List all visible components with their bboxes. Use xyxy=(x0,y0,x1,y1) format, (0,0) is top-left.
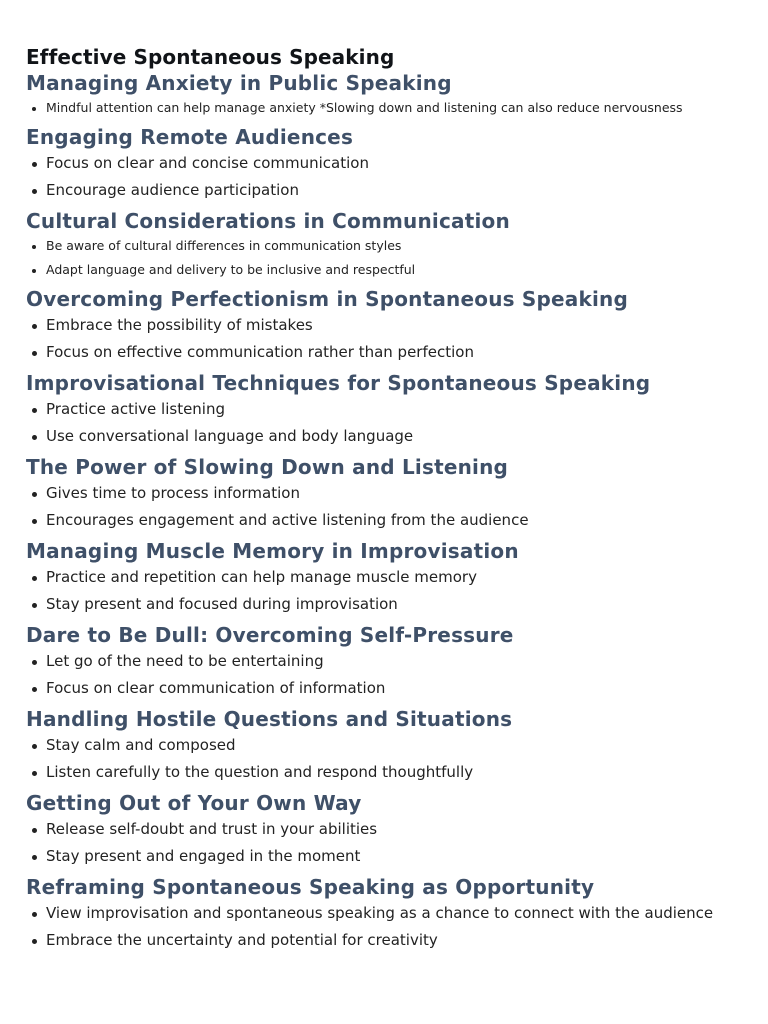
list-item: Focus on clear and concise communication xyxy=(26,150,742,177)
section-heading: Dare to Be Dull: Overcoming Self-Pressure xyxy=(26,623,514,647)
bullet-list xyxy=(26,816,742,870)
bullet-list xyxy=(26,480,742,534)
section-heading: Reframing Spontaneous Speaking as Opportunity xyxy=(26,875,595,899)
list-item: Be aware of cultural differences in communication styles xyxy=(26,234,742,258)
list-item: Focus on clear communication of information xyxy=(26,675,742,702)
bullet-list xyxy=(26,732,742,786)
section-heading: Handling Hostile Questions and Situations xyxy=(26,707,513,731)
bullet-list xyxy=(26,150,742,204)
list-item: Encourage audience participation xyxy=(26,177,742,204)
list-item: Release self-doubt and trust in your abilities xyxy=(26,816,742,843)
section-managing-anxiety xyxy=(26,70,742,120)
list-item: Let go of the need to be entertaining xyxy=(26,648,742,675)
list-item: Stay calm and composed xyxy=(26,732,742,759)
list-item: Listen carefully to the question and respond thoughtfully xyxy=(26,759,742,786)
section-heading: Engaging Remote Audiences xyxy=(26,125,354,149)
list-item: Gives time to process information xyxy=(26,480,742,507)
list-item: View improvisation and spontaneous speaking as a chance to connect with the audience xyxy=(26,900,742,927)
list-item: Mindful attention can help manage anxiety *Slowing down and listening can also reduce nervousness xyxy=(26,96,742,120)
list-item: Adapt language and delivery to be inclusive and respectful xyxy=(26,258,742,282)
bullet-list xyxy=(26,564,742,618)
list-item: Embrace the uncertainty and potential for creativity xyxy=(26,927,742,954)
section-power-of-slowing-down xyxy=(26,454,742,534)
section-heading: Getting Out of Your Own Way xyxy=(26,791,362,815)
section-overcoming-perfectionism xyxy=(26,286,742,366)
section-getting-out-of-your-own-way xyxy=(26,790,742,870)
bullet-list xyxy=(26,96,742,120)
section-heading: Overcoming Perfectionism in Spontaneous Speaking xyxy=(26,287,628,311)
list-item: Encourages engagement and active listening from the audience xyxy=(26,507,742,534)
bullet-list xyxy=(26,648,742,702)
section-heading: Managing Muscle Memory in Improvisation xyxy=(26,539,519,563)
section-hostile-questions xyxy=(26,706,742,786)
section-heading: Managing Anxiety in Public Speaking xyxy=(26,71,452,95)
section-cultural-considerations xyxy=(26,208,742,282)
section-heading: The Power of Slowing Down and Listening xyxy=(26,455,509,479)
list-item: Practice active listening xyxy=(26,396,742,423)
section-muscle-memory xyxy=(26,538,742,618)
section-improvisational-techniques xyxy=(26,370,742,450)
list-item: Focus on effective communication rather than perfection xyxy=(26,339,742,366)
document-title: Effective Spontaneous Speaking xyxy=(26,45,395,69)
bullet-list xyxy=(26,312,742,366)
section-heading: Cultural Considerations in Communication xyxy=(26,209,510,233)
bullet-list xyxy=(26,234,742,282)
list-item: Stay present and focused during improvisation xyxy=(26,591,742,618)
list-item: Practice and repetition can help manage muscle memory xyxy=(26,564,742,591)
bullet-list xyxy=(26,396,742,450)
section-dare-to-be-dull xyxy=(26,622,742,702)
list-item: Embrace the possibility of mistakes xyxy=(26,312,742,339)
section-reframing-opportunity xyxy=(26,874,742,954)
section-engaging-remote-audiences xyxy=(26,124,742,204)
bullet-list xyxy=(26,900,742,954)
section-heading: Improvisational Techniques for Spontaneous Speaking xyxy=(26,371,651,395)
list-item: Stay present and engaged in the moment xyxy=(26,843,742,870)
list-item: Use conversational language and body language xyxy=(26,423,742,450)
